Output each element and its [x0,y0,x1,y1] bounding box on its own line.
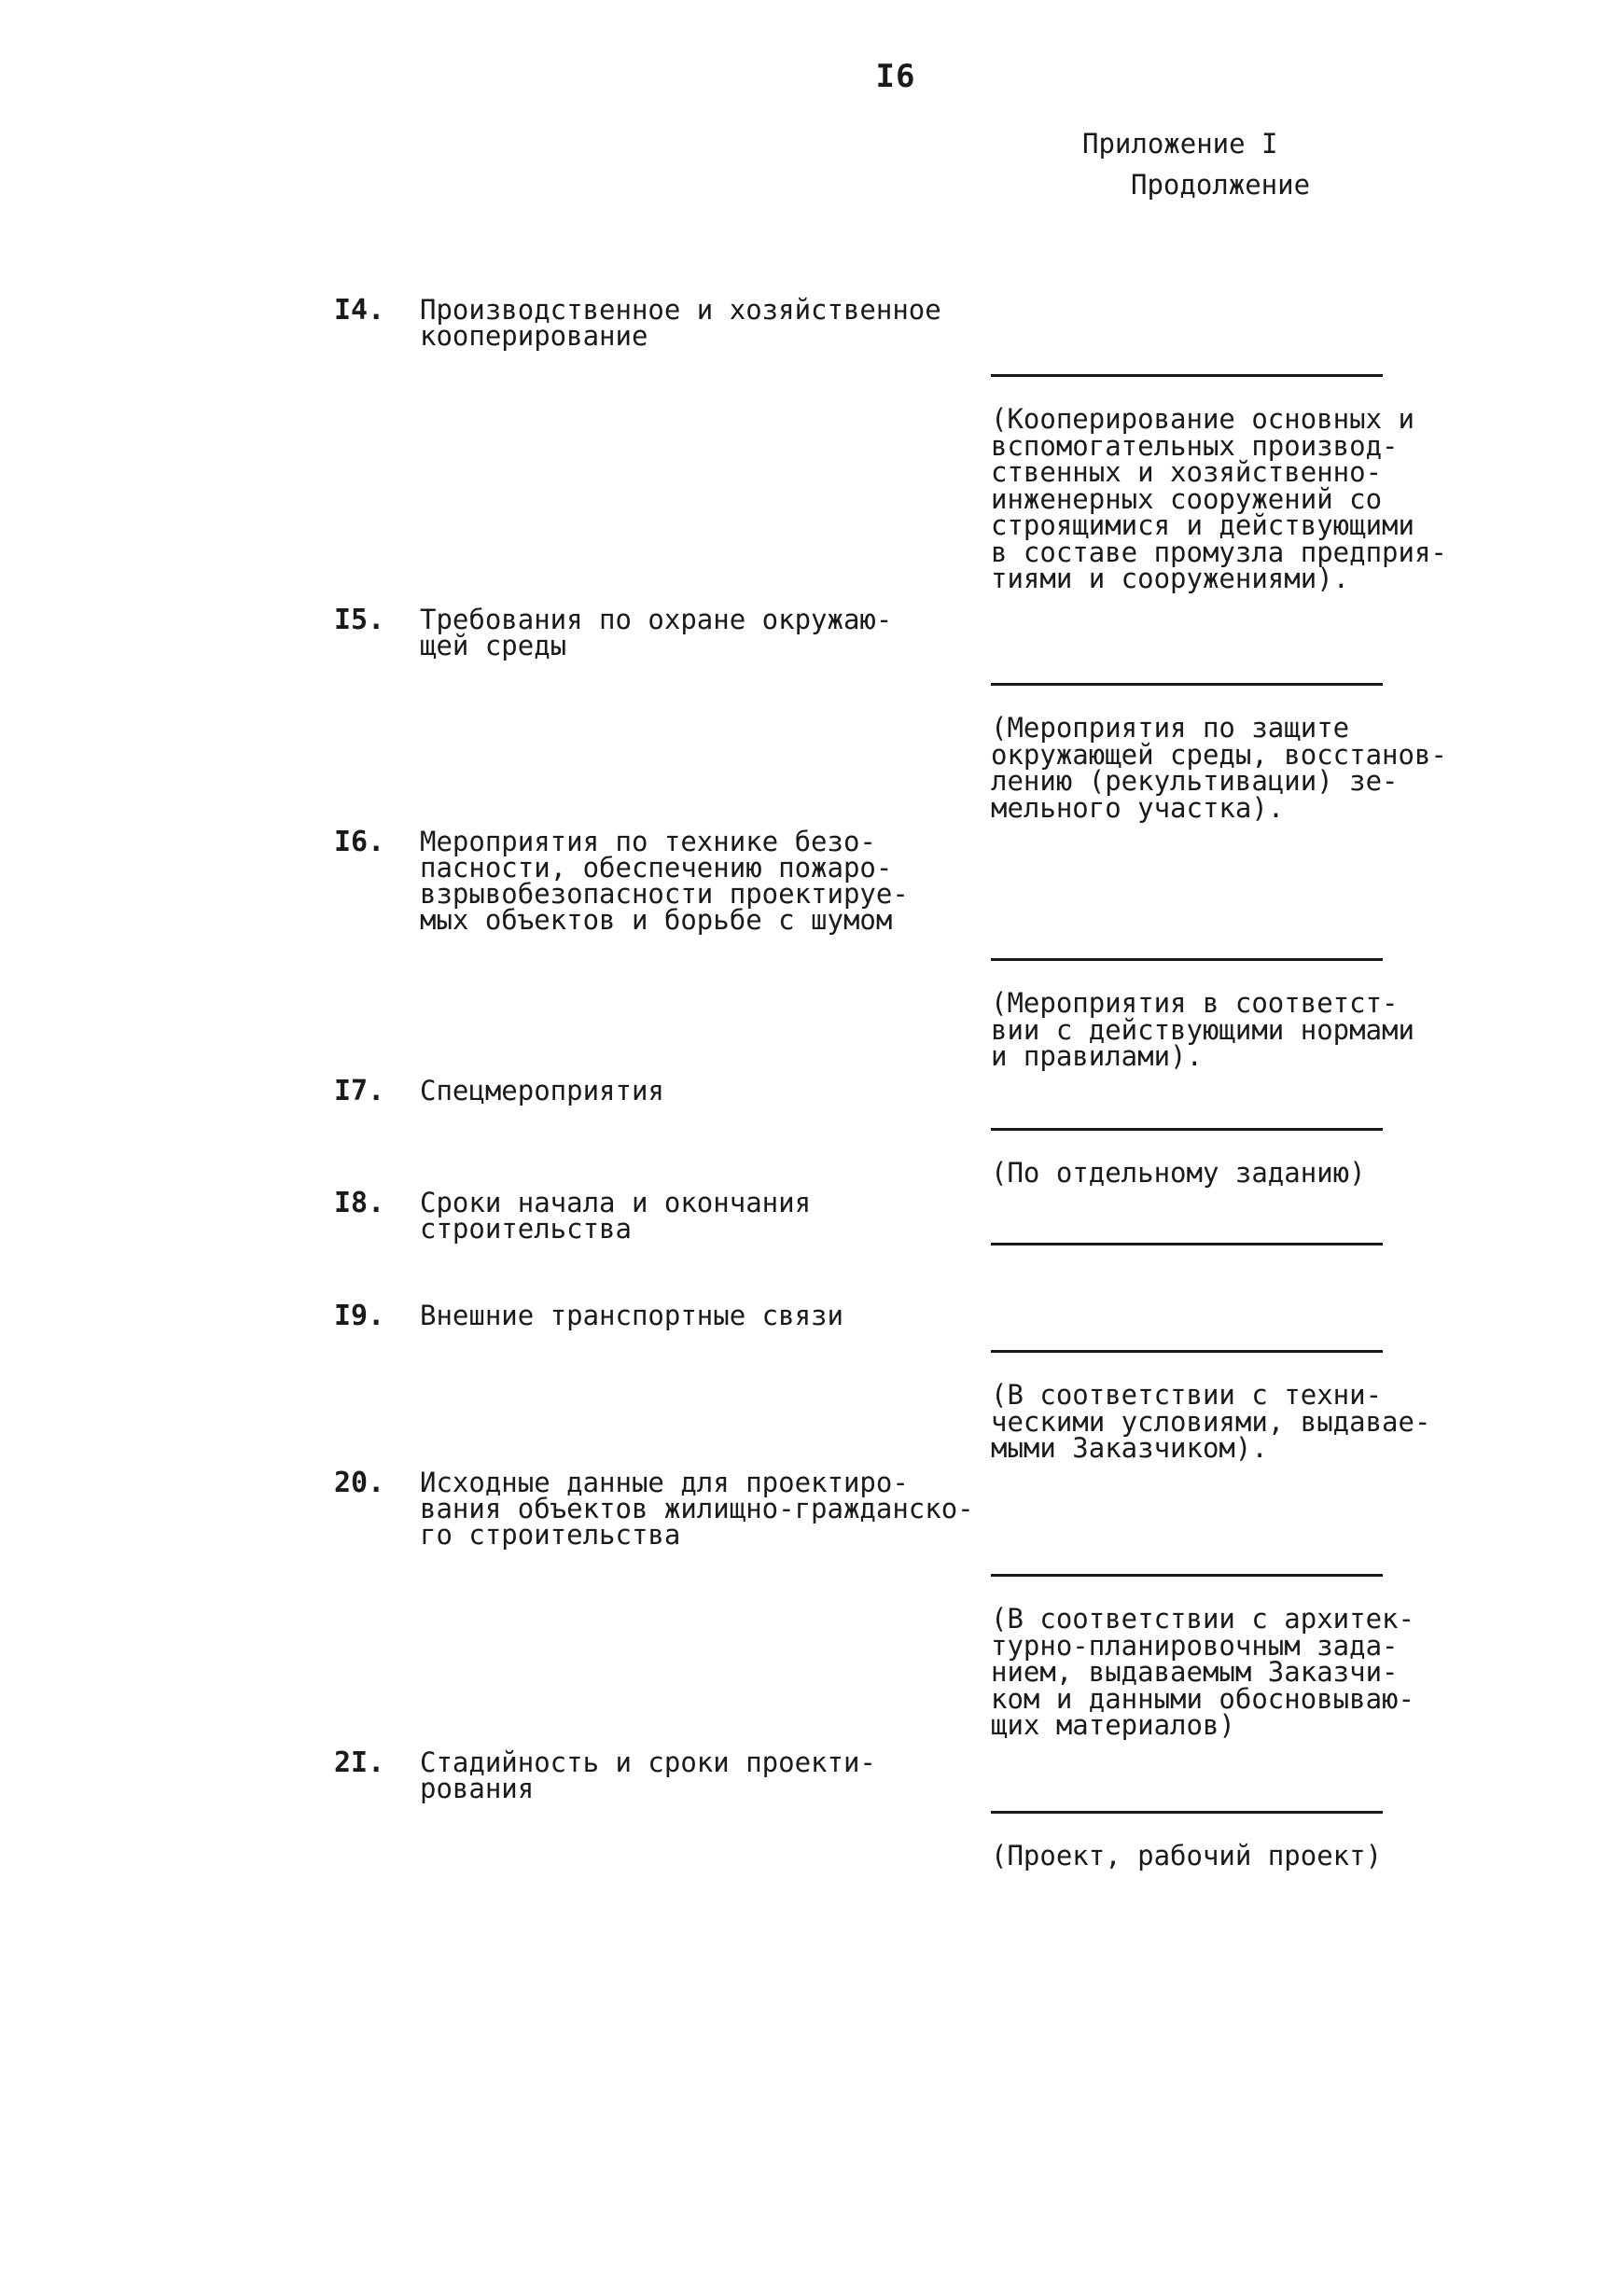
appendix-title: Приложение I [1082,128,1278,160]
page-number: I6 [875,58,916,95]
item-title: Стадийность и сроки проекти- рования [420,1746,876,1804]
item-note-text: (Мероприятия по защите окружающей среды, восстанов- лению (рекультивации) зе- мельного участка). [991,712,1447,824]
item-number: I9. [334,1300,385,1332]
fill-line [991,1574,1383,1577]
item-note [991,1101,1476,1187]
item-number: I7. [334,1075,385,1107]
item-number: I6. [334,826,385,858]
item-note-text: (По отдельному заданию) [991,1157,1366,1189]
item-number: 20. [334,1467,385,1499]
item-note [991,1323,1476,1462]
item-title: Исходные данные для проектиро- вания объектов жилищно-гражданско- го строительства [420,1467,974,1551]
fill-line [991,958,1383,961]
appendix-header [1082,123,1310,205]
item-note [991,1784,1476,1870]
item-note-text: (В соответствии с техни- ческими условиями, выдавае- мыми Заказчиком). [991,1379,1431,1464]
fill-line [991,1128,1383,1131]
item-title: Мероприятия по технике безо- пасности, обеспечению пожаро- взрывобезопасности проектируе- мых объектов и борьбе с шумом [420,826,909,936]
item-note [991,347,1476,592]
item-title: Внешние транспортные связи [420,1300,843,1331]
fill-line [991,374,1383,377]
item-title: Спецмероприятия [420,1075,664,1106]
item-note-text: (В соответствии с архитек- турно-планировочным зада- нием, выдаваемым Заказчи- ком и данными обосновываю- щих материалов) [991,1603,1414,1741]
item-number: I5. [334,604,385,636]
item-note [991,1547,1476,1739]
fill-line [991,1243,1383,1245]
item-title: Производственное и хозяйственное кооперирование [420,294,941,352]
fill-line [991,1811,1383,1814]
fill-line [991,683,1383,686]
appendix-continuation: Продолжение [1131,169,1311,201]
item-note-text: (Кооперирование основных и вспомогательных производ- ственных и хозяйственно- инженерных сооружений со строящимися и действующими в составе промузла предприя- тиями и сооружениями). [991,403,1447,594]
item-title: Требования по охране окружаю- щей среды [420,604,893,661]
fill-line [991,1350,1383,1353]
item-number: 2I. [334,1746,385,1779]
item-title: Сроки начала и окончания строительства [420,1187,812,1245]
item-number: I4. [334,294,385,327]
item-note-text: (Проект, рабочий проект) [991,1840,1383,1872]
item-note [991,656,1476,824]
item-note [991,931,1476,1070]
item-note-text: (Мероприятия в соответст- вии с действующими нормами и правилами). [991,987,1414,1072]
item-number: I8. [334,1187,385,1219]
